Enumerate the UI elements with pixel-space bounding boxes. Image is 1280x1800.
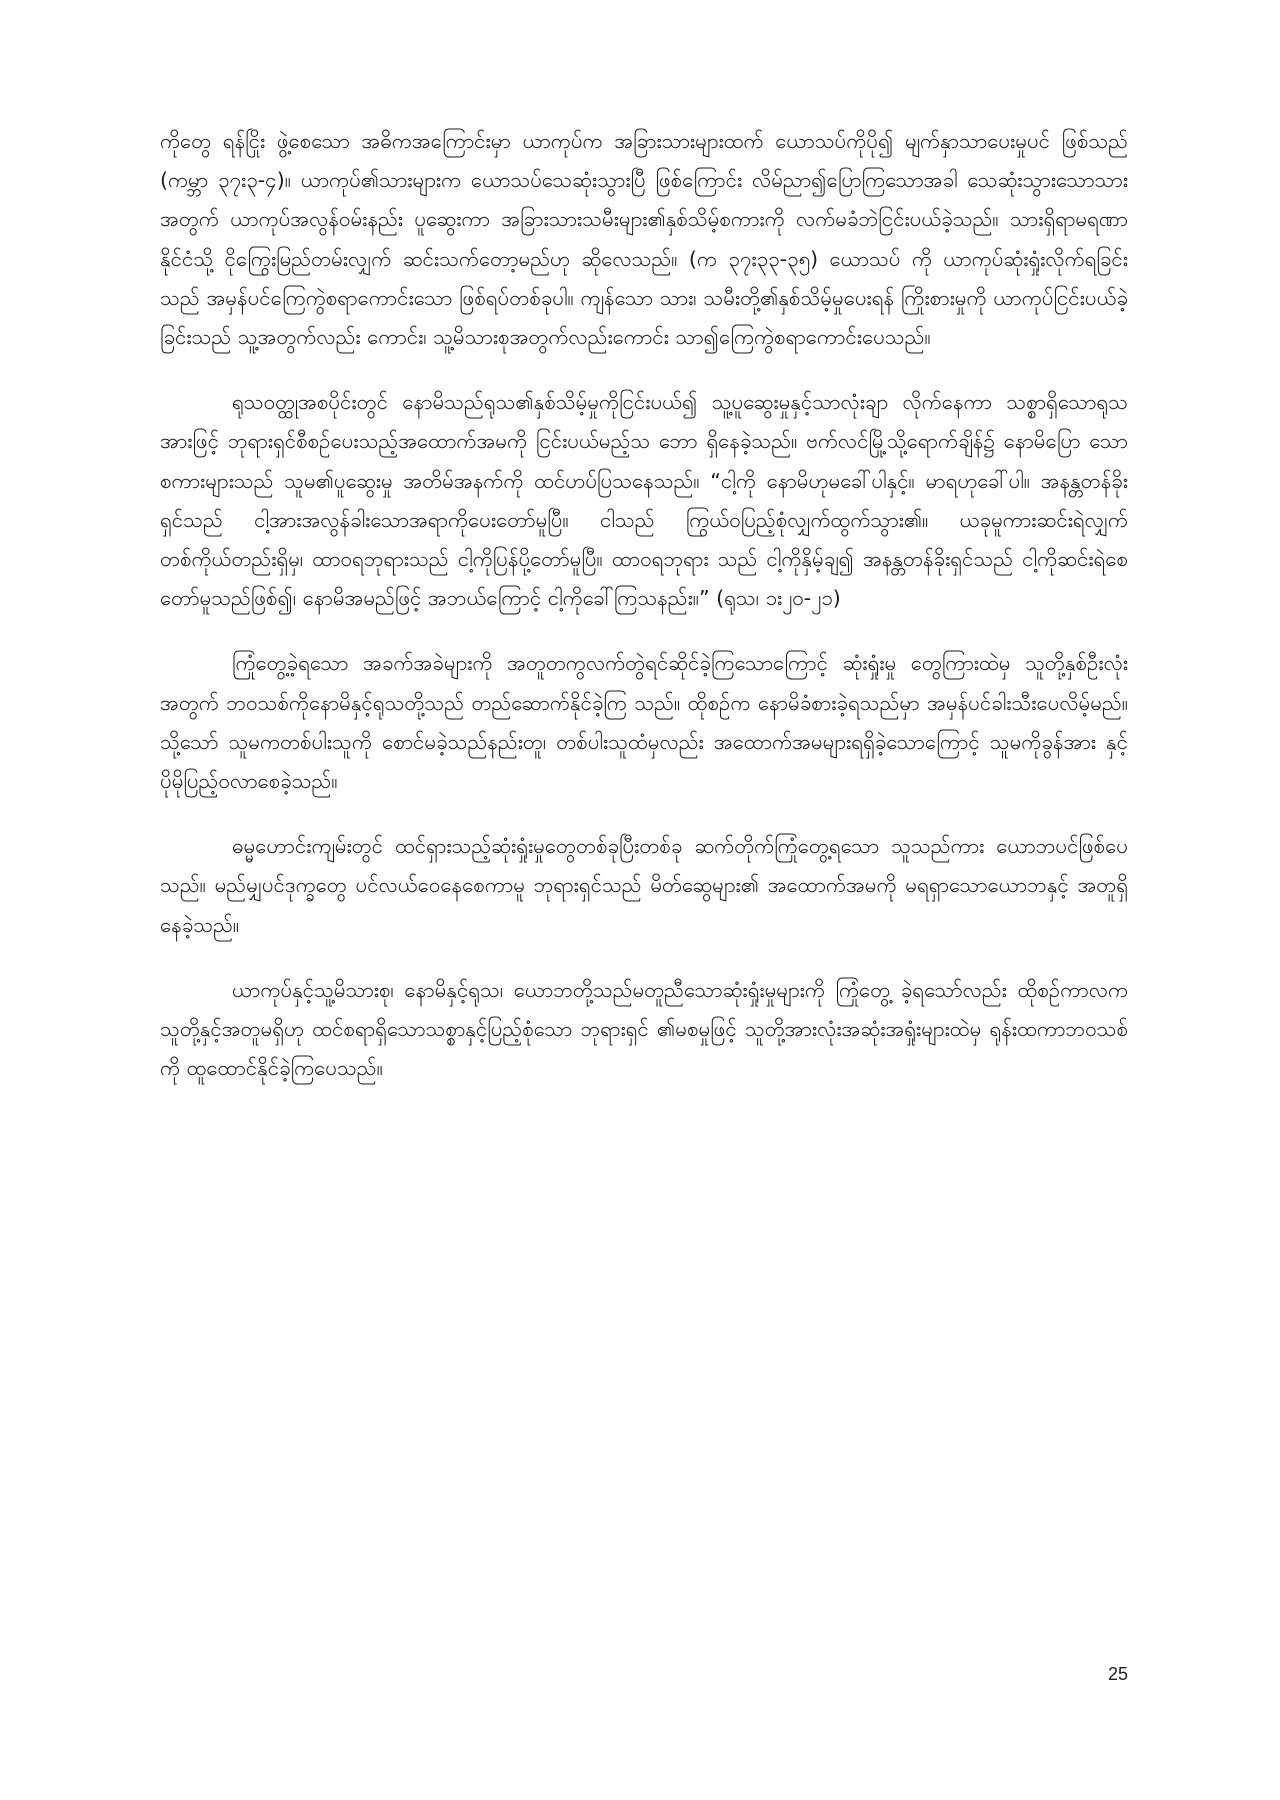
- paragraph-conclusion: ယာကုပ်နှင့်သူ့မိသားစု၊ နောမိနှင့်ရုသ၊ ယောဘတို့သည်မတူညီသောဆုံးရှုံးမှုများကို ကြုံတွေ့ ခဲ့ရသော်လည်း ထိုစဉ်ကာလက သူတို့နှင့်အတူမရှိဟု ထင်စရာရှိသောသစ္စာနှင့်ပြည့်စုံသော ဘုရားရှင် ၏မစမှုဖြင့် သူတို့အားလုံးအဆုံးအရှုံးများထဲမှ ရုန်းထကာဘဝသစ်ကို ထူထောင်နိုင်ခဲ့ကြပေသည်။: [160, 977, 1128, 1081]
- paragraph-jacob-joseph: ကိုတွေ ရန်ငြိုး ဖွဲ့စေသော အဓိကအကြောင်းမှာ ယာကုပ်က အခြားသားများထက် ယောသပ်ကိုပို၍ မျက်နှာသာပေးမှုပင် ဖြစ်သည် (ကမ္ဘာ ၃၇း၃-၄)။ ယာကုပ်၏သားများက ယောသပ်သေဆုံးသွားပြီ ဖြစ်ကြောင်း လိမ်ညာ၍ပြောကြသောအခါ သေဆုံးသွားသောသားအတွက် ယာကုပ်အလွန်ဝမ်းနည်း ပူဆွေးကာ အခြားသားသမီးများ၏နှစ်သိမ့်စကားကို လက်မခံဘဲငြင်းပယ်ခဲ့သည်။ သားရှိရာမရဏာ နိုင်ငံသို့ ငိုကြွေးမြည်တမ်းလျှက် ဆင်းသက်တော့မည်ဟု ဆိုလေသည်။ (က ၃၇း၃၃-၃၅) ယောသပ် ကို ယာကုပ်ဆုံးရှုံးလိုက်ရခြင်းသည် အမှန်ပင်ကြေကွဲစရာကောင်းသော ဖြစ်ရပ်တစ်ခုပါ။ ကျန်သော သား၊ သမီးတို့၏နှစ်သိမ့်မှုပေးရန် ကြိုးစားမှုကို ယာကုပ်ငြင်းပယ်ခဲ့ခြင်းသည် သူ့အတွက်လည်း ကောင်း၊ သူ့မိသားစုအတွက်လည်းကောင်း သာ၍ကြေကွဲစရာကောင်းပေသည်။: [160, 129, 1128, 350]
- paragraph-naomi-ruth: ရုသဝတ္ထုအစပိုင်းတွင် နောမိသည်ရုသ၏နှစ်သိမ့်မှုကိုငြင်းပယ်၍ သူ့ပူဆွေးမှုနှင့်သာလုံးချာ လိုက်နေကာ သစ္စာရှိသောရုသအားဖြင့် ဘုရားရှင်စီစဉ်ပေးသည့်အထောက်အမကို ငြင်းပယ်မည့်သ ဘော ရှိနေခဲ့သည်။ ဗက်လင်မြို့သို့ရောက်ချိန်၌ နောမိပြော သောစကားများသည် သူမ၏ပူဆွေးမှု အတိမ်အနက်ကို ထင်ဟပ်ပြသနေသည်။ “ငါ့ကို နောမိဟုမခေါ်ပါနှင့်။ မာရဟုခေါ်ပါ။ အနန္တတန်ခိုး ရှင်သည် ငါ့အားအလွန်ခါးသောအရာကိုပေးတော်မူပြီ။ ငါသည် ကြွယ်ဝပြည့်စုံလျှက်ထွက်သွား၏။ ယခုမူကားဆင်းရဲလျှက် တစ်ကိုယ်တည်းရှိမှ၊ ထာဝရဘုရားသည် ငါ့ကိုပြန်ပို့တော်မူပြီ။ ထာဝရဘုရား သည် ငါ့ကိုနှိမ့်ချ၍ အနန္တတန်ခိုးရှင်သည် ငါ့ကိုဆင်းရဲစေတော်မူသည်ဖြစ်၍၊ နောမိအမည်ဖြင့် အဘယ်ကြောင့် ငါ့ကိုခေါ်ကြသနည်း။” (ရုသ၊ ၁း၂၀-၂၁): [160, 390, 1128, 611]
- page-body: [160, 122, 1128, 1114]
- paragraph-job: ဓမ္မဟောင်းကျမ်းတွင် ထင်ရှားသည့်ဆုံးရှုံးမှုတွေတစ်ခုပြီးတစ်ခု ဆက်တိုက်ကြုံတွေ့ရသော သူသည်ကား ယောဘပင်ဖြစ်ပေသည်။ မည်မျှပင်ဒုက္ခတွေ ပင်လယ်ဝေနေစေကာမူ ဘုရားရှင်သည် မိတ်ဆွေများ၏ အထောက်အမကို မရရှာသောယောဘနှင့် အတူရှိနေခဲ့သည်။: [160, 834, 1128, 937]
- paragraph-new-life: ကြုံတွေ့ခဲ့ရသော အခက်အခဲများကို အတူတကွလက်တွဲရင်ဆိုင်ခဲ့ကြသောကြောင့် ဆုံးရှုံးမှု တွေကြားထဲမှ သူတို့နှစ်ဦးလုံးအတွက် ဘဝသစ်ကိုနောမိနှင့်ရုသတို့သည် တည်ဆောက်နိုင်ခဲ့ကြ သည်။ ထိုစဉ်က နောမိခံစားခဲ့ရသည်မှာ အမှန်ပင်ခါးသီးပေလိမ့်မည်။ သို့သော် သူမကတစ်ပါးသူကို စောင်မခဲ့သည်နည်းတူ၊ တစ်ပါးသူထံမှလည်း အထောက်အမများရရှိခဲ့သောကြောင့် သူမကိုခွန်အား နှင့်ပိုမိုပြည့်ဝလာစေခဲ့သည်။: [160, 651, 1128, 794]
- page-number: 25: [1107, 1664, 1128, 1684]
